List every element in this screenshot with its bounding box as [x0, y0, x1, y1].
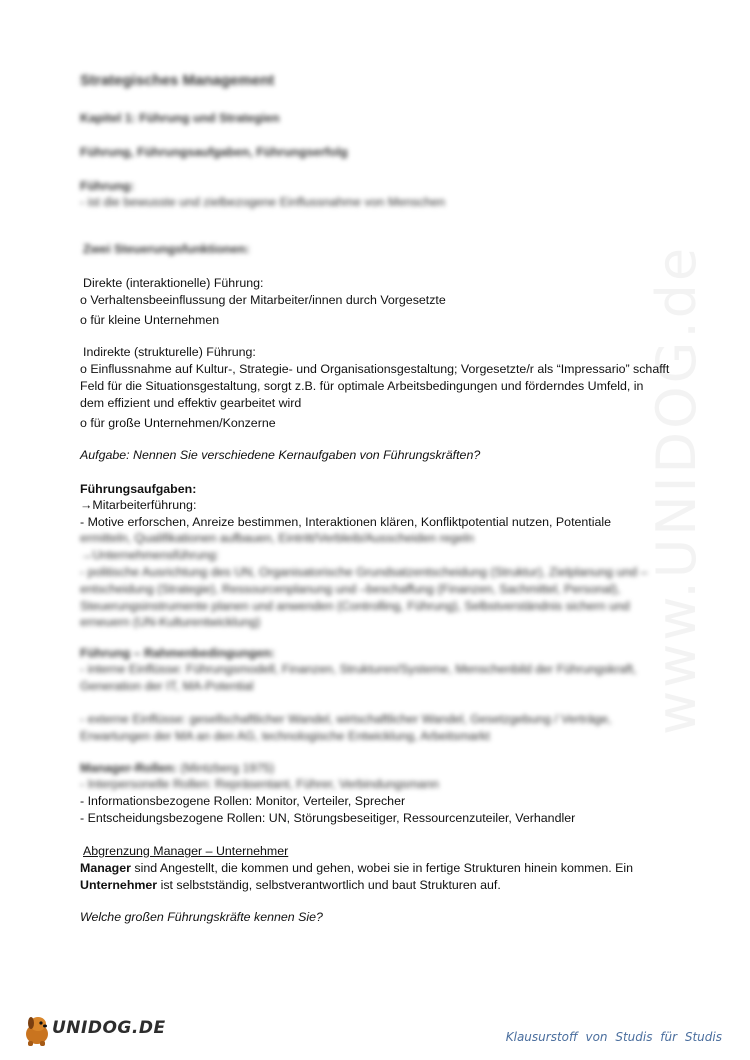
fuehrung-definition: - ist die bewusste und zielbezogene Einflussnahme von Menschen — [80, 195, 446, 209]
mitarbeiter-label: Mitarbeiterführung: — [92, 498, 197, 512]
rollen-line-1: - Interpersonelle Rollen: Repräsentant, Führer, Verbindungsmann — [80, 777, 439, 791]
footer-tagline: Klausurstoff von Studis für Studis — [505, 1030, 722, 1044]
document-title: Strategisches Management — [80, 72, 275, 89]
steuerung-heading: Zwei Steuerungsfunktionen: — [83, 242, 250, 256]
indirekt-line-3: dem effizient und effektiv gearbeitet wird — [80, 396, 302, 410]
extern-line-2: Erwartungen der MA an den AG, technologische Entwicklung, Arbeitsmarkt — [80, 729, 490, 743]
rollen-line-3: - Entscheidungsbezogene Rollen: UN, Störungsbeseitiger, Ressourcenzuteiler, Verhandler — [80, 811, 576, 825]
mitarbeiter-line-1: - Motive erforschen, Anreize bestimmen, Interaktionen klären, Konfliktpotential nutzen, Potentiale — [80, 515, 612, 529]
blurred-line-2: →Unternehmensführung: — [80, 548, 220, 562]
arrow-icon: → — [80, 498, 93, 512]
chapter-heading: Kapitel 1: Führung und Strategien — [80, 111, 280, 125]
rollen-line-2: - Informationsbezogene Rollen: Monitor, Verteiler, Sprecher — [80, 794, 406, 808]
blurred-line-6: erneuern (UN-Kulturentwicklung) — [80, 615, 261, 629]
blurred-line-1: ermitteln, Qualifikationen aufbauen, Eintritt/Verbleib/Ausscheiden regeln — [80, 531, 474, 545]
dog-mascot-icon — [22, 1012, 56, 1048]
indirekt-heading: Indirekte (strukturelle) Führung: — [83, 345, 256, 359]
blurred-line-5: Steuerungsinstrumente planen und anwenden (Controlling, Führung), Selbstverständnis sichern und — [80, 599, 630, 613]
rollen-source: (Mintzberg 1975) — [177, 761, 275, 775]
abgrenzung-heading: Abgrenzung Manager – Unternehmer — [83, 844, 289, 858]
indirekt-line-1: o Einflussnahme auf Kultur-, Strategie- und Organisationsgestaltung; Vorgesetzte/r als “Impressario” schafft — [80, 362, 670, 376]
mitarbeiter-heading — [80, 497, 196, 514]
aufgabe-question-2: Welche großen Führungskräfte kennen Sie? — [80, 910, 323, 924]
aufgaben-heading: Führungsaufgaben: — [80, 482, 197, 496]
blurred-line-4: entscheidung (Strategie), Ressourcenplanung und –beschaffung (Finanzen, Sachmittel, Personal), — [80, 582, 621, 596]
manager-text: sind Angestellt, die kommen und gehen, wobei sie in fertige Strukturen hinein kommen. Ein — [130, 861, 634, 875]
rollen-label: Manager-Rollen: — [80, 761, 178, 775]
rahmen-line-2: Generation der IT, MA-Potential — [80, 679, 254, 693]
rahmen-heading: Führung – Rahmenbedingungen: — [80, 646, 275, 660]
fuehrung-label: Führung: — [80, 179, 135, 193]
rollen-heading — [80, 760, 274, 777]
manager-paragraph — [80, 860, 633, 877]
extern-line-1: - externe Einflüsse: gesellschaftlicher Wandel, wirtschaftlicher Wandel, Gesetzgebung / Verträge, — [80, 712, 612, 726]
sub-heading: Führung, Führungsaufgaben, Führungserfolg — [80, 145, 348, 159]
unternehmer-paragraph — [80, 877, 501, 894]
unternehmer-text: ist selbstständig, selbstverantwortlich und baut Strukturen auf. — [157, 878, 501, 892]
unidog-logo — [22, 1012, 166, 1052]
indirekt-line-2: Feld für die Situationsgestaltung, sorgt z.B. für optimale Arbeitsbedingungen und förderndes Umfeld, in — [80, 379, 644, 393]
direkt-item-1: o Verhaltensbeeinflussung der Mitarbeiter/innen durch Vorgesetzte — [80, 293, 446, 307]
unternehmer-word: Unternehmer — [80, 878, 158, 892]
indirekt-item-2: o für große Unternehmen/Konzerne — [80, 416, 276, 430]
direkt-heading: Direkte (interaktionelle) Führung: — [83, 276, 264, 290]
logo-text: UNIDOG.DE — [52, 1018, 166, 1038]
aufgabe-question-1: Aufgabe: Nennen Sie verschiedene Kernaufgaben von Führungskräften? — [80, 448, 481, 462]
direkt-item-2: o für kleine Unternehmen — [80, 313, 220, 327]
rahmen-line-1: - interne Einflüsse: Führungsmodell, Finanzen, Strukturen/Systeme, Menschenbild der Führungskraft, — [80, 662, 637, 676]
watermark: www.UNIDOG.de — [645, 244, 708, 735]
blurred-line-3: - politische Ausrichtung des UN, Organisatorische Grundsatzentscheidung (Struktur), Zielplanung und – — [80, 565, 648, 579]
manager-word: Manager — [80, 861, 131, 875]
